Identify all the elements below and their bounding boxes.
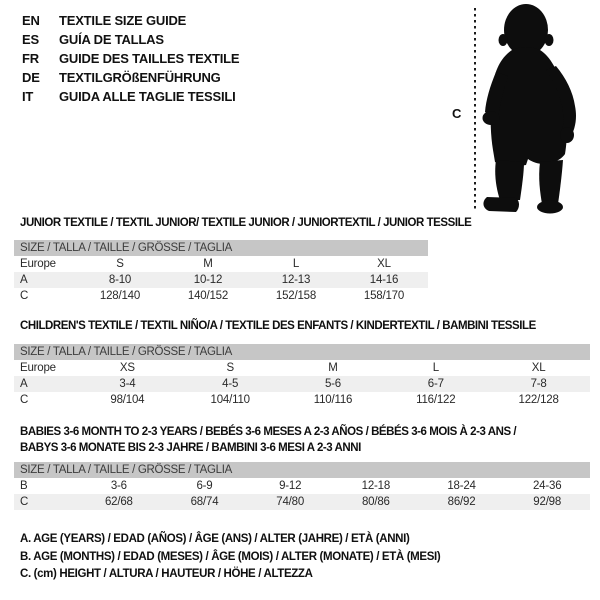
row-label: Europe xyxy=(20,258,56,270)
table-body xyxy=(14,478,590,510)
size-header-bar: SIZE / TALLA / TAILLE / GRÖSSE / TAGLIA xyxy=(14,344,590,360)
table-cell: 74/80 xyxy=(276,496,305,508)
table-cell: M xyxy=(203,258,213,270)
table-body xyxy=(14,256,428,304)
height-dotted-line xyxy=(474,8,476,210)
table-cell: 62/68 xyxy=(104,496,133,508)
table-row xyxy=(14,392,590,408)
table-row xyxy=(14,376,590,392)
lang-label: GUIDE DES TAILLES TEXTILE xyxy=(59,51,240,66)
table-cell: 86/92 xyxy=(447,496,476,508)
table-cell: XS xyxy=(119,362,135,374)
footnote-legend xyxy=(20,531,440,584)
lang-code: IT xyxy=(22,89,34,104)
table-cell: S xyxy=(116,258,124,270)
table-body xyxy=(14,360,590,408)
row-label: C xyxy=(20,290,29,302)
row-label: A xyxy=(20,274,28,286)
table-cell: M xyxy=(328,362,338,374)
lang-code: EN xyxy=(22,13,40,28)
row-label: Europe xyxy=(20,362,56,374)
table-cell: 80/86 xyxy=(361,496,390,508)
table-cell: L xyxy=(432,362,439,374)
junior-size-table xyxy=(14,240,428,304)
table-cell: 6-7 xyxy=(427,378,444,390)
table-row xyxy=(14,494,590,510)
lang-code: DE xyxy=(22,70,40,85)
height-marker-label: C xyxy=(452,106,462,121)
table-cell: XL xyxy=(377,258,391,270)
table-cell: 12-18 xyxy=(361,480,391,492)
table-cell: 18-24 xyxy=(447,480,476,492)
table-cell: 24-36 xyxy=(532,480,562,492)
children-table-title: CHILDREN'S TEXTILE / TEXTIL NIÑO/A / TEXTILE DES ENFANTS / KINDERTEXTIL / BAMBINI TESSILE xyxy=(20,320,536,332)
row-label: A xyxy=(20,378,28,390)
lang-line-fr xyxy=(22,49,239,68)
babies-table-title xyxy=(20,424,516,456)
table-cell: 152/158 xyxy=(275,290,317,302)
lang-line-es xyxy=(22,30,239,49)
lang-code: ES xyxy=(22,32,39,47)
footnote-a: A. AGE (YEARS) / EDAD (AÑOS) / ÂGE (ANS) / ALTER (JAHRE) / ETÀ (ANNI) xyxy=(20,533,410,545)
lang-label: GUIDA ALLE TAGLIE TESSILI xyxy=(59,89,236,104)
table-cell: 8-10 xyxy=(108,274,132,286)
table-cell: 10-12 xyxy=(193,274,223,286)
children-size-table xyxy=(14,344,590,408)
row-label: C xyxy=(20,496,29,508)
table-cell: 14-16 xyxy=(369,274,399,286)
table-cell: 110/116 xyxy=(313,394,353,406)
lang-line-de xyxy=(22,68,239,87)
table-cell: 3-6 xyxy=(110,480,127,492)
table-cell: 7-8 xyxy=(530,378,547,390)
table-cell: 92/98 xyxy=(533,496,562,508)
table-cell: 5-6 xyxy=(324,378,341,390)
table-cell: L xyxy=(292,258,300,270)
table-cell: 9-12 xyxy=(279,480,302,492)
junior-table-title: JUNIOR TEXTILE / TEXTIL JUNIOR/ TEXTILE JUNIOR / JUNIORTEXTIL / JUNIOR TESSILE xyxy=(20,217,472,229)
table-row xyxy=(14,478,590,494)
table-cell: 4-5 xyxy=(222,378,239,390)
table-row xyxy=(14,360,590,376)
babies-size-table xyxy=(14,462,590,510)
table-cell: 12-13 xyxy=(281,274,311,286)
babies-title-line2: BABYS 3-6 MONATE BIS 2-3 JAHRE / BAMBINI 3-6 MESI A 2-3 ANNI xyxy=(20,442,361,454)
table-cell: 116/122 xyxy=(416,394,456,406)
language-title-list xyxy=(22,11,239,106)
table-row xyxy=(14,288,428,304)
lang-label: TEXTILE SIZE GUIDE xyxy=(59,13,187,28)
table-row xyxy=(14,272,428,288)
table-row xyxy=(14,256,428,272)
table-cell: 122/128 xyxy=(518,394,559,406)
babies-title-line1: BABIES 3-6 MONTH TO 2-3 YEARS / BEBÉS 3-6 MESES A 2-3 AÑOS / BÉBÉS 3-6 MOIS À 2-3 ANS / xyxy=(20,426,517,438)
table-cell: 128/140 xyxy=(99,290,141,302)
lang-label: GUÍA DE TALLAS xyxy=(59,32,164,47)
table-cell: 104/110 xyxy=(210,394,250,406)
table-cell: 158/170 xyxy=(363,290,405,302)
table-cell: 68/74 xyxy=(190,496,219,508)
table-cell: 140/152 xyxy=(187,290,229,302)
table-cell: 98/104 xyxy=(110,394,145,406)
footnote-b: B. AGE (MONTHS) / EDAD (MESES) / ÂGE (MOIS) / ALTER (MONATE) / ETÀ (MESI) xyxy=(20,550,441,563)
footnote-c: C. (cm) HEIGHT / ALTURA / HAUTEUR / HÖHE / ALTEZZA xyxy=(20,568,313,580)
table-cell: 6-9 xyxy=(196,480,213,492)
table-cell: 3-4 xyxy=(119,378,136,390)
size-header-bar: SIZE / TALLA / TAILLE / GRÖSSE / TAGLIA xyxy=(14,462,590,478)
row-label: C xyxy=(20,394,29,406)
size-header-bar: SIZE / TALLA / TAILLE / GRÖSSE / TAGLIA xyxy=(14,240,428,256)
lang-line-it xyxy=(22,87,239,106)
table-cell: S xyxy=(226,362,234,374)
baby-silhouette-icon xyxy=(482,2,596,215)
lang-label: TEXTILGRÖßENFÜHRUNG xyxy=(59,70,221,85)
lang-code: FR xyxy=(22,51,39,66)
row-label: B xyxy=(20,480,28,492)
table-cell: XL xyxy=(531,362,546,374)
lang-line-en xyxy=(22,11,239,30)
